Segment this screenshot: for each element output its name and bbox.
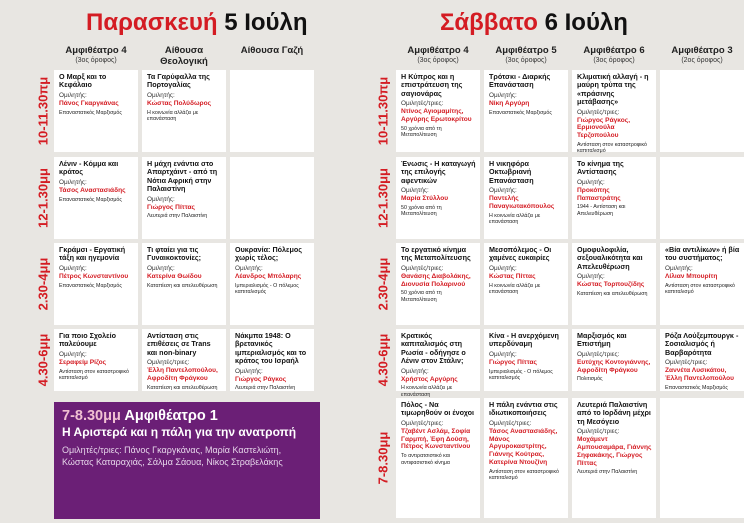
saturday-session-cell (660, 157, 744, 239)
session-title: Η μάχη ενάντια στο Απαρτχάιντ - από τη Νότια Αφρική στην Παλαιστίνη (147, 159, 218, 194)
day-date: 5 Ιούλη (224, 9, 308, 36)
speakers-label: Ομιλητής: (665, 264, 693, 272)
saturday-session-cell (396, 157, 480, 239)
session-title: Η νικηφόρα Οκτωβριανή Επανάσταση (489, 159, 534, 185)
speakers-label: Ομιλητής: (147, 264, 175, 272)
banner-time-venue (62, 407, 312, 425)
speakers-label: Ομιλητής: (489, 264, 517, 272)
session-speaker: Νίκη Αργύρη (489, 99, 530, 107)
session-theme: Αντίσταση στον καταστροφικό καπιταλισμό (489, 468, 559, 482)
session-theme: Επαναστατικός Μαρξισμός (489, 109, 552, 116)
session-title: Τρότσκι - Διαρκής Επανάσταση (489, 72, 551, 90)
session-theme: Η κοινωνία αλλάζει με επανάσταση (401, 385, 453, 398)
saturday-session-cell (484, 243, 568, 325)
saturday-session-cell (396, 70, 480, 152)
friday-time-label (32, 157, 54, 239)
saturday-time-label (372, 398, 394, 518)
saturday-venue-header (572, 45, 656, 66)
session-theme: 1944 - Αντίσταση και Απελευθέρωση (577, 204, 626, 217)
time-text: 4.30-6μμ (35, 333, 51, 387)
time-text: 2.30-4μμ (35, 257, 51, 311)
venue-name: Αμφιθέατρο 4 (65, 45, 127, 56)
session-speaker: Ζαννέτα Λυσικάτου, Έλλη Παντελοπούλου (665, 367, 734, 383)
session-speaker: Χρήστος Αργύρης (401, 375, 458, 383)
friday-venue-header (142, 45, 226, 67)
session-title: Το εργατικό κίνημα της Μεταπολίτευσης (401, 245, 471, 263)
session-speaker: Μοχάμεντ Αμπουσαμάρα, Γιάννης Σηφακάκης, Γιώργος Πίττας (577, 436, 652, 467)
session-title: Μεσοπόλεμος - Οι χαμένες ευκαιρίες (489, 245, 552, 263)
venue-floor: (2ος όροφος) (681, 57, 723, 64)
speakers-label: Ομιλητές/τριες: (401, 419, 444, 427)
time-text: 12-1.30μμ (375, 168, 391, 228)
speakers-label: Ομιλητής: (401, 367, 429, 375)
session-title: Κρατικός καπιταλισμός στη Ρωσία - οδήγησε ο Λένιν στον Στάλιν; (401, 331, 466, 366)
session-speaker: Γιώργος Πίττας (147, 203, 195, 211)
session-title: Πόλος - Να τιμωρηθούν οι ένοχοι (401, 400, 474, 418)
session-theme: Αντίσταση στον καταστροφικό καπιταλισμό (665, 282, 735, 296)
saturday-session-cell (484, 70, 568, 152)
saturday-session-cell (572, 398, 656, 518)
speakers-label: Ομιλητές/τριες: (577, 350, 620, 358)
day-date: 6 Ιούλη (544, 9, 628, 36)
speakers-label: Ομιλητής: (59, 91, 87, 99)
speakers-label: Ομιλητές/τριες: (147, 359, 190, 367)
time-text: 7-8.30μμ (375, 431, 391, 485)
session-theme: Ιμπεριαλισμός - Ο πόλεμος καπιταλισμός (489, 368, 553, 382)
friday-session-cell (54, 70, 138, 152)
speakers-label: Ομιλητές/τριες: (401, 100, 444, 108)
speakers-label: Ομιλητής: (147, 91, 175, 99)
day-name: Παρασκευή (86, 9, 218, 36)
time-text: 12-1.30μμ (35, 168, 51, 228)
venue-floor: (3ος όροφος) (417, 57, 459, 64)
friday-session-cell (230, 157, 314, 239)
speakers-label: Ομιλητής: (577, 178, 605, 186)
time-text: 4.30-6μμ (375, 333, 391, 387)
session-theme: Αντίσταση στον καταστροφικό καπιταλισμό (577, 142, 647, 155)
saturday-session-cell (484, 398, 568, 518)
speakers-label: Ομιλητής: (401, 187, 429, 195)
saturday-session-cell (484, 157, 568, 239)
session-title: Η πάλη ενάντια στις ιδιωτικοποιήσεις (489, 400, 558, 418)
session-speaker: Κώστας Πίττας (489, 272, 536, 280)
saturday-session-cell (396, 243, 480, 325)
session-speaker: Προκόπης Παπαστράτης (577, 186, 621, 202)
saturday-time-label (372, 243, 394, 325)
speakers-label: Ομιλητής: (577, 273, 605, 281)
session-title: Λένιν - Κόμμα και κράτος (59, 159, 119, 177)
session-theme: 50 χρόνια από τη Μεταπολίτευση (401, 125, 442, 139)
session-title: Γκράμσι - Εργατική τάξη και ηγεμονία (59, 245, 126, 263)
session-theme: Λευτεριά στην Παλαιστίνη (235, 385, 296, 392)
friday-session-cell (142, 70, 226, 152)
session-theme: Καταπίεση και απελευθέρωση (147, 282, 218, 289)
speakers-label: Ομιλητής: (489, 350, 517, 358)
session-title: Νάκμπα 1948: Ο βρετανικός ιμπεριαλισμός και το κράτος του Ισραήλ (235, 331, 307, 366)
saturday-venue-header (396, 45, 480, 66)
session-speaker: Έλλη Παντελοπούλου, Αφροδίτη Φράγκου (147, 367, 218, 383)
saturday-time-label (372, 329, 394, 391)
session-theme: 50 χρόνια από τη Μεταπολίτευση (401, 205, 442, 218)
session-speaker: Μαρία Στύλλου (401, 195, 449, 203)
session-speaker: Τάσος Αναστασιάδης, Μάνος Αργυροκαστρίτης, Γιάννης Κούτρας, Κατερίνα Ντουζίνη (489, 427, 558, 466)
friday-time-label (32, 70, 54, 152)
friday-session-cell (54, 329, 138, 391)
session-theme: Επαναστατικός Μαρξισμός (59, 282, 122, 289)
saturday-session-cell (484, 329, 568, 391)
friday-time-label (32, 243, 54, 325)
saturday-session-cell (396, 398, 480, 518)
session-theme: Λευτεριά στην Παλαιστίνη (147, 213, 208, 220)
session-speaker: Τζαβέντ Ασλάμ, Σοφία Γαρμπή, Έφη Δούση, Πέτρος Κωνσταντίνου (401, 427, 471, 451)
time-text: 10-11.30πμ (35, 76, 51, 146)
saturday-session-cell (572, 329, 656, 391)
session-title: Για ποιο Σχολείο παλεύουμε (59, 331, 116, 349)
friday-session-cell (54, 157, 138, 239)
session-speaker: Γιώργος Πίττας (489, 358, 537, 366)
session-theme: Επαναστατικός Μαρξισμός (665, 384, 728, 391)
saturday-venue-header (660, 45, 744, 66)
session-speaker: Τάσος Αναστασιάδης (59, 186, 126, 194)
friday-session-cell (230, 70, 314, 152)
session-theme: Επαναστατικός Μαρξισμός (59, 109, 122, 116)
session-theme: Πολιτισμός (577, 376, 603, 383)
friday-venue-header (54, 45, 138, 66)
session-theme: Αντίσταση στον καταστροφικό καπιταλισμό (59, 368, 129, 382)
session-theme: Καταπίεση και απελευθέρωση (577, 291, 648, 298)
speakers-label: Ομιλητής: (235, 264, 263, 272)
session-title: Ρόζα Λούξεμπουργκ - Σοσιαλισμός ή Βαρβαρότητα (665, 331, 739, 357)
friday-time-label (32, 329, 54, 391)
venue-floor: (3ος όροφος) (593, 57, 635, 64)
session-theme: 50 χρόνια από τη Μεταπολίτευση (401, 290, 442, 303)
session-theme: Λευτεριά στην Παλαιστίνη (577, 469, 638, 476)
session-title: Η Κύπρος και η επιστράτευση της σαγιονάρας (401, 72, 463, 98)
session-title: Ο Μαρξ και το Κεφάλαιο (59, 72, 107, 90)
friday-session-cell (54, 243, 138, 325)
session-speaker: Κώστας Τορπουζίδης (577, 281, 645, 289)
session-theme: Η κοινωνία αλλάζει με επανάσταση (489, 212, 541, 226)
session-speaker: Παντελής Παναγιωτακόπουλος (489, 195, 555, 211)
saturday-session-cell (572, 243, 656, 325)
banner-speakers: Ομιλητές/τριες: Πάνος Γκαργκάνας, Μαρία Καστελιώτη, Κώστας Καταραχιάς, Σάλμα Σάουα, Νίκος Στραβελάκης (62, 445, 283, 467)
saturday-session-cell (572, 157, 656, 239)
friday-session-cell (142, 329, 226, 391)
venue-name: Αίθουσα Θεολογική (160, 45, 208, 67)
venue-name: Αμφιθέατρο 3 (671, 45, 733, 56)
session-speaker: Λέανδρος Μπόλαρης (235, 272, 302, 280)
session-speaker: Ευτύχης Κοντογιάννης, Αφροδίτη Φράγκου (577, 358, 651, 374)
speakers-label: Ομιλητές/τριες: (665, 359, 708, 367)
session-speaker: Ντίνος Αγιομαμίτης, Αργύρης Ερωτοκρίτου (401, 108, 472, 124)
saturday-session-cell (396, 329, 480, 398)
venue-name: Αμφιθέατρο 4 (407, 45, 469, 56)
session-theme: Η κοινωνία αλλάζει με επανάσταση (147, 109, 199, 123)
speakers-label: Ομιλητής: (59, 178, 87, 186)
venue-floor: (3ος όροφος) (505, 57, 547, 64)
time-text: 2.30-4μμ (375, 257, 391, 311)
saturday-time-label (372, 157, 394, 239)
session-theme: Το αντιρατσιστικό και αντιφασιστικό κίνημα (401, 453, 450, 466)
banner-venue: Αμφιθέατρο 1 (124, 408, 218, 424)
session-theme: Επαναστατικός Μαρξισμός (59, 196, 122, 203)
session-speaker: Κώστας Πολύδωρος (147, 99, 212, 107)
session-title: Τι φταίει για τις Γυναικοκτονίες; (147, 245, 202, 263)
saturday-title (440, 10, 628, 36)
speakers-label: Ομιλητής: (235, 367, 263, 375)
saturday-session-cell (660, 398, 744, 518)
session-title: Το κίνημα της Αντίστασης (577, 159, 624, 177)
session-theme: Καταπίεση και απελευθέρωση (147, 384, 218, 391)
session-title: Ένωσις - Η καταγωγή της επιλογής αφεντικών (401, 159, 476, 185)
speakers-label: Ομιλητές/τριες: (489, 419, 532, 427)
saturday-session-cell (572, 70, 656, 155)
banner-title: Η Αριστερά και η πάλη για την ανατροπή (62, 425, 297, 439)
saturday-venue-header (484, 45, 568, 66)
saturday-session-cell (660, 243, 744, 325)
friday-venue-header (230, 45, 314, 56)
saturday-session-cell (660, 329, 744, 391)
session-speaker: Θανάσης Διαβολάκης, Διονυσία Πολαρινού (401, 272, 471, 288)
saturday-time-label (372, 70, 394, 152)
session-title: Κίνα - Η ανερχόμενη υπερδύναμη (489, 331, 559, 349)
session-title: Λευτεριά Παλαιστίνη από το Ιορδάνη μέχρι τη Μεσόγειο (577, 400, 651, 426)
session-speaker: Σεραφείμ Ρίζος (59, 358, 107, 366)
session-title: Ουκρανία: Πόλεμος χωρίς τέλος; (235, 245, 302, 263)
time-text: 10-11.30πμ (375, 76, 391, 146)
session-title: Τα Γαρύφαλλα της Πορτογαλίας (147, 72, 210, 90)
friday-session-cell (230, 329, 314, 391)
speakers-label: Ομιλητής: (489, 187, 517, 195)
venue-floor: (3ος όροφος) (75, 57, 117, 64)
day-name: Σάββατο (440, 9, 538, 36)
session-theme: Ιμπεριαλισμός - Ο πόλεμος καπιταλισμός (235, 282, 299, 296)
speakers-label: Ομιλητές/τριες: (577, 108, 620, 116)
friday-session-cell (230, 243, 314, 325)
venue-name: Αμφιθέατρο 6 (583, 45, 645, 56)
friday-title (86, 10, 308, 36)
session-speaker: Πάνος Γκαργκάνας (59, 99, 119, 107)
session-speaker: Λίλιαν Μπουρίτη (665, 272, 718, 280)
session-speaker: Γιώργος Ράγκος (235, 375, 287, 383)
saturday-session-cell (660, 70, 744, 152)
plenary-banner (54, 402, 320, 519)
speakers-label: Ομιλητής: (59, 264, 87, 272)
session-speaker: Πέτρος Κωνσταντίνου (59, 272, 129, 280)
session-title: Μαρξισμός και Επιστήμη (577, 331, 627, 349)
session-speaker: Κατερίνα Θωίδου (147, 272, 202, 280)
venue-name: Αίθουσα Γαζή (240, 45, 304, 56)
speakers-label: Ομιλητής: (59, 350, 87, 358)
speakers-label: Ομιλητές/τριες: (401, 264, 444, 272)
speakers-label: Ομιλητής: (147, 195, 175, 203)
session-title: Κλιματική αλλαγή - η μαύρη τρύπα της «πράσινης μετάβασης» (577, 72, 649, 107)
session-title: Ομοφυλοφιλία, σεξουαλικότητα και Απελευθέρωση (577, 245, 643, 271)
session-title: «Βία αντιλίκων» ή βία του συστήματος; (665, 245, 740, 263)
friday-session-cell (142, 157, 226, 239)
friday-session-cell (142, 243, 226, 325)
session-theme: Η κοινωνία αλλάζει με επανάσταση (489, 282, 541, 296)
session-title: Αντίσταση στις επιθέσεις σε Trans και non-binary (147, 331, 211, 357)
session-speaker: Γιώργος Ράγκος, Ερμιονούλα Τερζοπούλου (577, 116, 631, 140)
speakers-label: Ομιλητής: (489, 91, 517, 99)
speakers-label: Ομιλητές/τριες: (577, 428, 620, 436)
banner-time: 7-8.30μμ (62, 408, 121, 424)
venue-name: Αμφιθέατρο 5 (495, 45, 557, 56)
